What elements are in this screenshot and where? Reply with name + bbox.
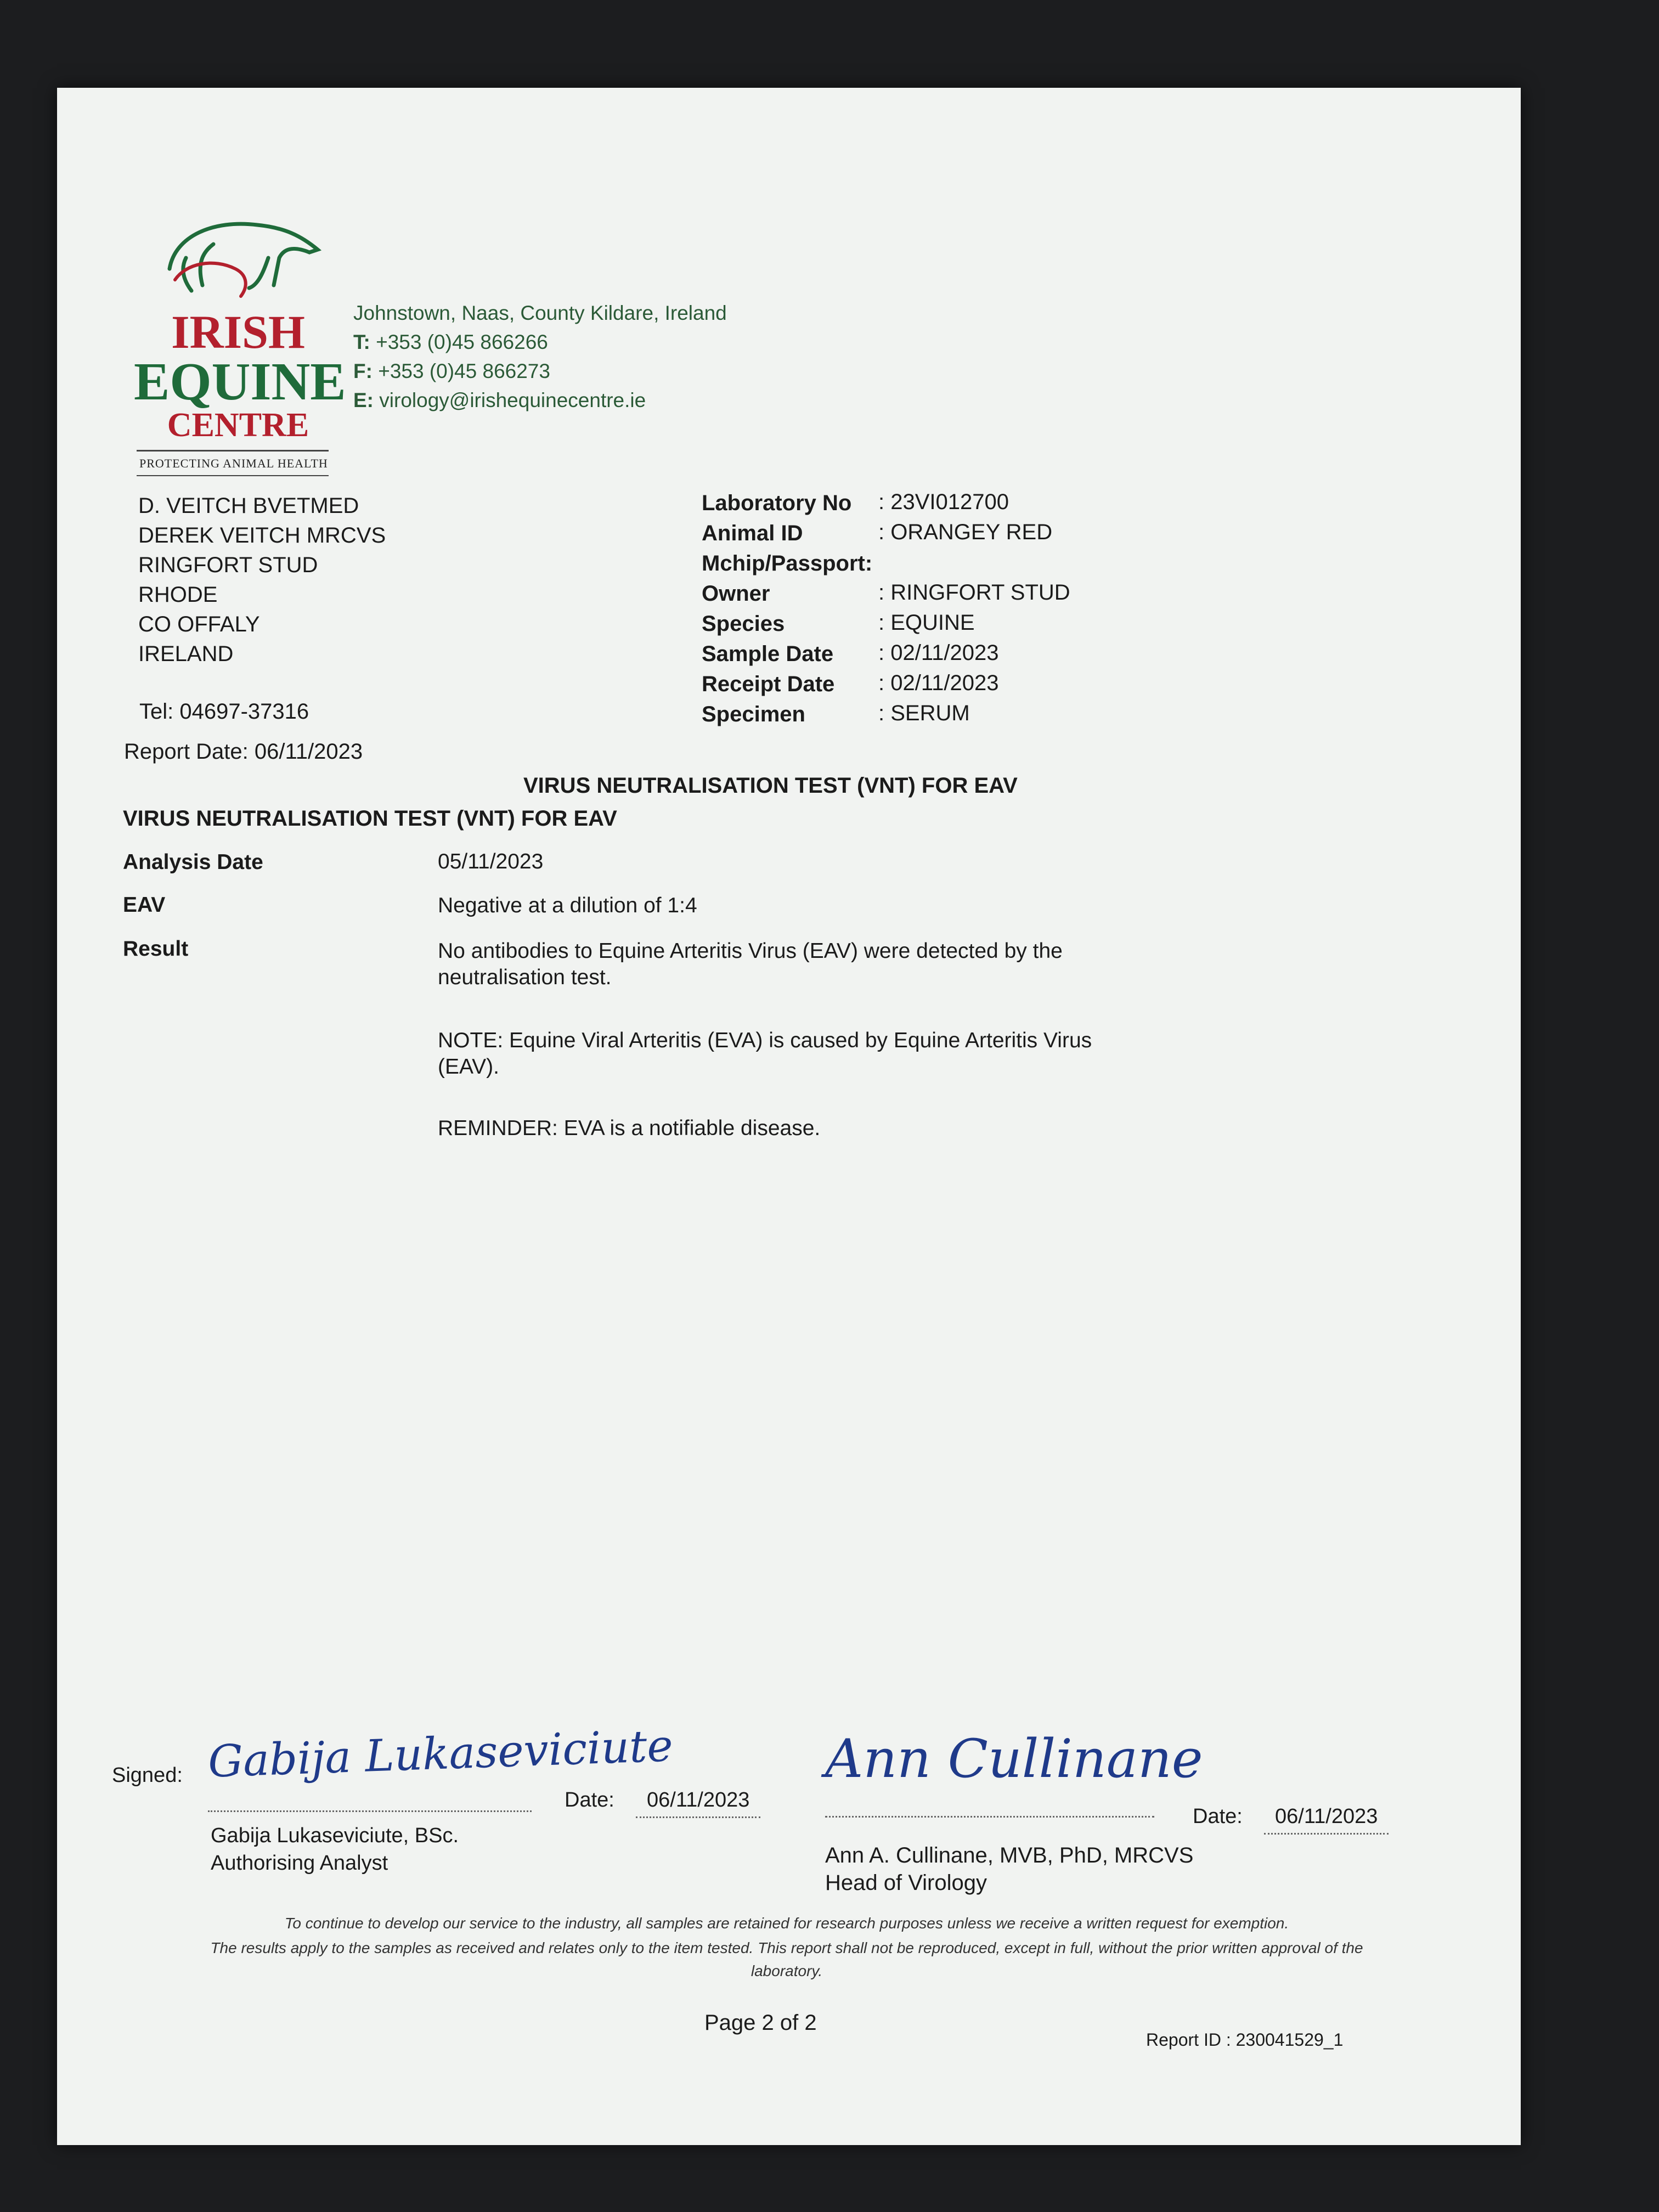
fax-prefix: F: <box>353 360 373 382</box>
analysis-date-value: 05/11/2023 <box>438 850 544 873</box>
right-signer-title: Head of Virology <box>825 1871 987 1895</box>
field-value: : 02/11/2023 <box>878 641 999 665</box>
field-label: Mchip/Passport: <box>702 551 873 575</box>
field-label: Sample Date <box>702 642 834 666</box>
field-label: Receipt Date <box>702 672 835 696</box>
recipient-line: DEREK VEITCH MRCVS <box>138 523 386 548</box>
field-label: Laboratory No <box>702 491 852 515</box>
report-page <box>57 88 1521 2145</box>
page-number: Page 2 of 2 <box>704 2011 817 2035</box>
footer-disclaimer-2: The results apply to the samples as received and relates only to the item tested. This report shall not be reproduced, except in full, without the prior written approval of the laboratory. <box>210 1939 1363 1979</box>
field-label: Specimen <box>702 702 805 726</box>
signature-right-line <box>825 1816 1154 1818</box>
recipient-line: CO OFFALY <box>138 612 260 636</box>
recipient-line: IRELAND <box>138 642 234 666</box>
email-address: virology@irishequinecentre.ie <box>379 389 646 411</box>
signature-left-image: Gabija Lukaseviciute <box>207 1720 674 1787</box>
signature-left-line <box>208 1810 532 1812</box>
logo-divider <box>137 450 329 452</box>
recipient-tel: Tel: 04697-37316 <box>139 699 309 724</box>
logo-word-irish: IRISH <box>171 306 305 358</box>
eav-label: EAV <box>123 893 166 917</box>
recipient-line: D. VEITCH BVETMED <box>138 494 359 518</box>
field-label: Species <box>702 612 785 636</box>
logo-tagline: PROTECTING ANIMAL HEALTH <box>139 456 328 470</box>
field-value: : EQUINE <box>878 611 975 635</box>
test-title-left: VIRUS NEUTRALISATION TEST (VNT) FOR EAV <box>123 806 617 831</box>
footer-disclaimer-1: To continue to develop our service to the industry, all samples are retained for research purposes unless we receive a written request for exemption. <box>284 1915 1289 1932</box>
fax-number: +353 (0)45 866273 <box>378 360 550 382</box>
field-value: : RINGFORT STUD <box>878 580 1070 605</box>
contact-tel <box>353 331 548 354</box>
right-date-value: 06/11/2023 <box>1264 1805 1389 1835</box>
tel-number: +353 (0)45 866266 <box>376 331 548 353</box>
left-signer-name: Gabija Lukaseviciute, BSc. <box>211 1824 459 1847</box>
left-date-value: 06/11/2023 <box>636 1788 760 1818</box>
eav-value: Negative at a dilution of 1:4 <box>438 894 697 917</box>
left-signer-title: Authorising Analyst <box>211 1852 388 1875</box>
logo-word-centre: CENTRE <box>167 407 309 444</box>
test-title-center: VIRUS NEUTRALISATION TEST (VNT) FOR EAV <box>523 774 1018 798</box>
report-date: Report Date: 06/11/2023 <box>124 740 363 764</box>
result-label: Result <box>123 937 189 961</box>
result-note: NOTE: Equine Viral Arteritis (EVA) is caused by Equine Arteritis Virus (EAV). <box>438 1029 1092 1079</box>
tel-prefix: T: <box>353 331 370 353</box>
left-date-label: Date: <box>565 1788 614 1812</box>
report-id: Report ID : 230041529_1 <box>1146 2030 1344 2050</box>
email-prefix: E: <box>353 389 374 411</box>
logo-divider-bottom <box>137 475 329 476</box>
field-value: : 23VI012700 <box>878 490 1009 514</box>
recipient-line: RHODE <box>138 583 218 607</box>
field-label: Animal ID <box>702 521 803 545</box>
horse-logo-icon <box>153 198 329 307</box>
signed-label: Signed: <box>112 1764 183 1787</box>
field-value: : SERUM <box>878 701 970 725</box>
contact-address: Johnstown, Naas, County Kildare, Ireland <box>353 302 727 324</box>
right-signer-name: Ann A. Cullinane, MVB, PhD, MRCVS <box>825 1843 1194 1867</box>
right-date-label: Date: <box>1193 1805 1243 1828</box>
signature-right-image: Ann Cullinane <box>825 1728 1203 1790</box>
recipient-line: RINGFORT STUD <box>138 553 318 577</box>
result-reminder: REMINDER: EVA is a notifiable disease. <box>438 1116 821 1140</box>
field-label: Owner <box>702 582 770 606</box>
logo-word-equine: EQUINE <box>134 352 346 411</box>
result-value: No antibodies to Equine Arteritis Virus (EAV) were detected by the neutralisation test. <box>438 939 1063 989</box>
field-value: : ORANGEY RED <box>878 520 1053 544</box>
field-value: : 02/11/2023 <box>878 671 999 695</box>
contact-email <box>353 389 646 412</box>
analysis-date-label: Analysis Date <box>123 850 263 874</box>
contact-fax <box>353 360 550 383</box>
